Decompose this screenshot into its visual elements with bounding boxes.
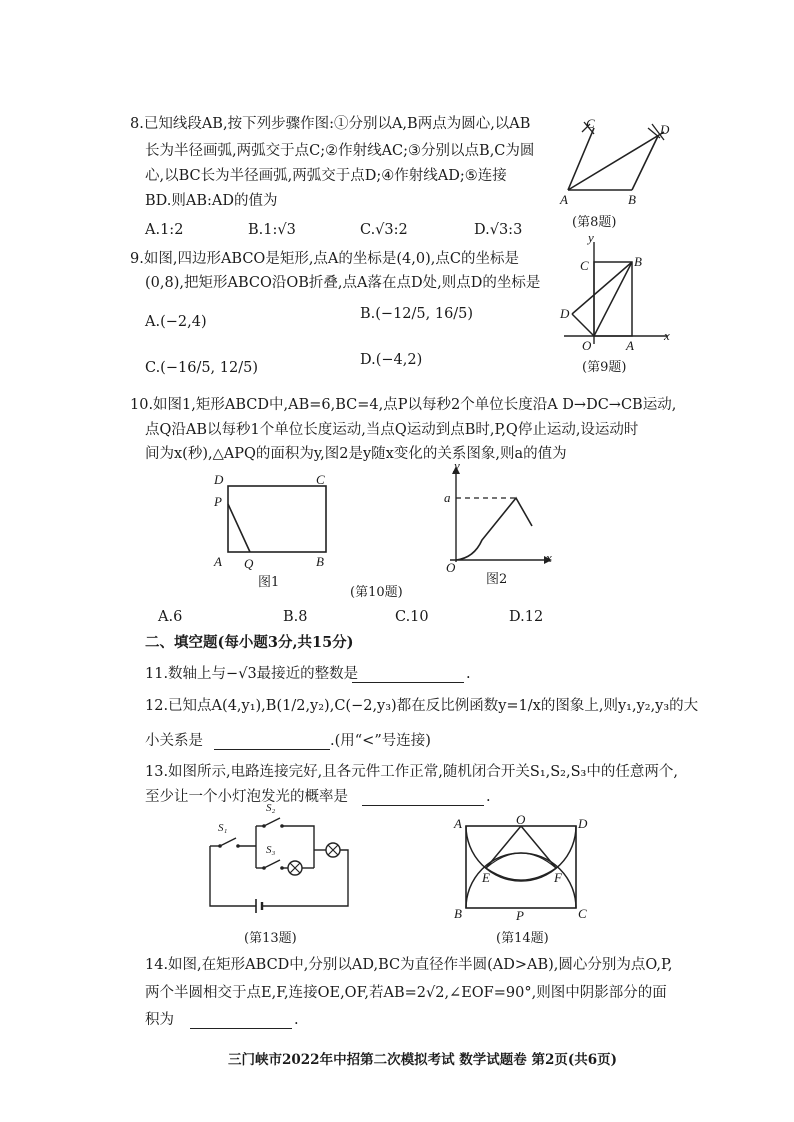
q12-line2-a: 小关系是 (145, 733, 203, 749)
q10-fig1-label-b: B (316, 554, 324, 569)
q9-option-d: D.(−4,2) (360, 352, 423, 368)
q8-option-a: A.1:2 (145, 222, 184, 238)
q14-label-e: E (482, 870, 490, 885)
q9-figure (556, 232, 676, 362)
q9-option-b: B.(−12/5, 16/5) (360, 306, 474, 322)
q13-label-s1: S₁ (218, 822, 228, 834)
q9-label-y: y (588, 230, 594, 245)
q11-text: 11.数轴上与−√3最接近的整数是 (145, 666, 359, 682)
q10-caption: (第10题) (350, 585, 403, 600)
q14-line1: 14.如图,在矩形ABCD中,分别以AD,BC为直径作半圆(AD>AB),圆心分别为点O,P, (145, 957, 673, 973)
q13-line2: 至少让一个小灯泡发光的概率是 (145, 789, 348, 805)
q14-label-p: P (516, 908, 524, 923)
q10-fig1-label-d: D (214, 472, 224, 487)
q8-label-c: C (586, 116, 595, 131)
q10-option-c: C.10 (395, 609, 429, 625)
q9-option-a: A.(−2,4) (145, 314, 207, 330)
q10-fig1-label-q: Q (244, 556, 254, 571)
q10-fig2-label-a: a (444, 490, 451, 505)
q10-figure1 (210, 470, 340, 570)
q10-option-a: A.6 (158, 609, 183, 625)
q14-line3: 积为 (145, 1012, 174, 1028)
q8-line2: 长为半径画弧,两弧交于点C;②作射线AC;③分别以点B,C为圆 (145, 143, 535, 159)
q8-caption: (第8题) (572, 215, 617, 230)
q9-label-x: x (664, 328, 670, 343)
q9-label-o: O (582, 338, 592, 353)
q8-option-c: C.√3:2 (360, 222, 408, 238)
q13-answer-blank[interactable] (362, 805, 484, 806)
q12-line2-b: .(用“<”号连接) (330, 733, 431, 749)
q9-line2: (0,8),把矩形ABCO沿OB折叠,点A落在点D处,则点D的坐标是 (145, 275, 541, 291)
q10-fig1-label-p: P (214, 494, 222, 509)
q10-fig2-caption: 图2 (486, 572, 508, 587)
q8-option-b: B.1:√3 (248, 222, 296, 238)
section2-title: 二、填空题(每小题3分,共15分) (145, 634, 354, 651)
page-footer: 三门峡市2022年中招第二次模拟考试 数学试题卷 第2页(共6页) (228, 1052, 618, 1068)
q13-caption: (第13题) (244, 931, 297, 946)
q9-label-d: D (560, 306, 570, 321)
q10-fig1-label-c: C (316, 472, 325, 487)
q12-line1: 12.已知点A(4,y₁),B(1/2,y₂),C(−2,y₃)都在反比例函数y=1/x的图象上,则y₁,y₂,y₃的大 (145, 698, 699, 714)
q9-label-b: B (634, 254, 642, 269)
q10-line1: 10.如图1,矩形ABCD中,AB=6,BC=4,点P以每秒2个单位长度沿A D→DC→CB运动, (130, 397, 677, 413)
q8-line1: 8.已知线段AB,按下列步骤作图:①分别以A,B两点为圆心,以AB (130, 116, 531, 132)
q14-caption: (第14题) (496, 931, 549, 946)
q9-caption: (第9题) (582, 360, 627, 375)
q10-fig1-caption: 图1 (258, 575, 280, 590)
q10-fig2-label-y: y (454, 458, 460, 473)
q14-label-a: A (454, 816, 462, 831)
q10-option-d: D.12 (509, 609, 544, 625)
q14-label-b: B (454, 906, 462, 921)
q10-fig2-label-o: O (446, 560, 456, 575)
q14-label-o: O (516, 812, 526, 827)
q10-fig2-label-x: x (546, 550, 552, 565)
q14-label-f: F (554, 870, 562, 885)
q10-option-b: B.8 (283, 609, 308, 625)
q9-option-c: C.(−16/5, 12/5) (145, 360, 258, 376)
q14-label-c: C (578, 906, 587, 921)
q8-label-a: A (560, 192, 568, 207)
q8-figure (556, 112, 686, 212)
q14-answer-blank[interactable] (190, 1028, 292, 1029)
q8-line3: 心,以BC长为半径画弧,两弧交于点D;④作射线AD;⑤连接 (145, 168, 507, 184)
q14-line2: 两个半圆相交于点E,F,连接OE,OF,若AB=2√2,∠EOF=90°,则图中阴影部分的面 (145, 985, 667, 1001)
q8-label-b: B (628, 192, 636, 207)
q10-fig1-label-a: A (214, 554, 222, 569)
q9-label-c: C (580, 258, 589, 273)
q9-label-a: A (626, 338, 634, 353)
q13-circuit-figure (200, 802, 360, 918)
q13-label-s3: S₃ (266, 844, 276, 856)
q10-figure2 (440, 458, 560, 575)
q13-label-s2: S₂ (266, 802, 276, 814)
q10-line2: 点Q沿AB以每秒1个单位长度运动,当点Q运动到点B时,P,Q停止运动,设运动时 (145, 422, 639, 438)
q9-line1: 9.如图,四边形ABCO是矩形,点A的坐标是(4,0),点C的坐标是 (130, 251, 519, 267)
q11-end: . (466, 666, 471, 682)
q13-line1: 13.如图所示,电路连接完好,且各元件工作正常,随机闭合开关S₁,S₂,S₃中的任意两个, (145, 764, 678, 780)
q14-figure (452, 814, 592, 924)
q8-label-d: D (660, 122, 670, 137)
q8-option-d: D.√3:3 (474, 222, 523, 238)
q14-label-d: D (578, 816, 588, 831)
q10-line3: 间为x(秒),△APQ的面积为y,图2是y随x变化的关系图象,则a的值为 (145, 446, 567, 462)
q11-answer-blank[interactable] (352, 682, 464, 683)
q8-line4: BD.则AB:AD的值为 (145, 193, 278, 209)
q12-answer-blank[interactable] (214, 749, 330, 750)
q13-end: . (486, 789, 491, 805)
q14-end: . (294, 1012, 299, 1028)
